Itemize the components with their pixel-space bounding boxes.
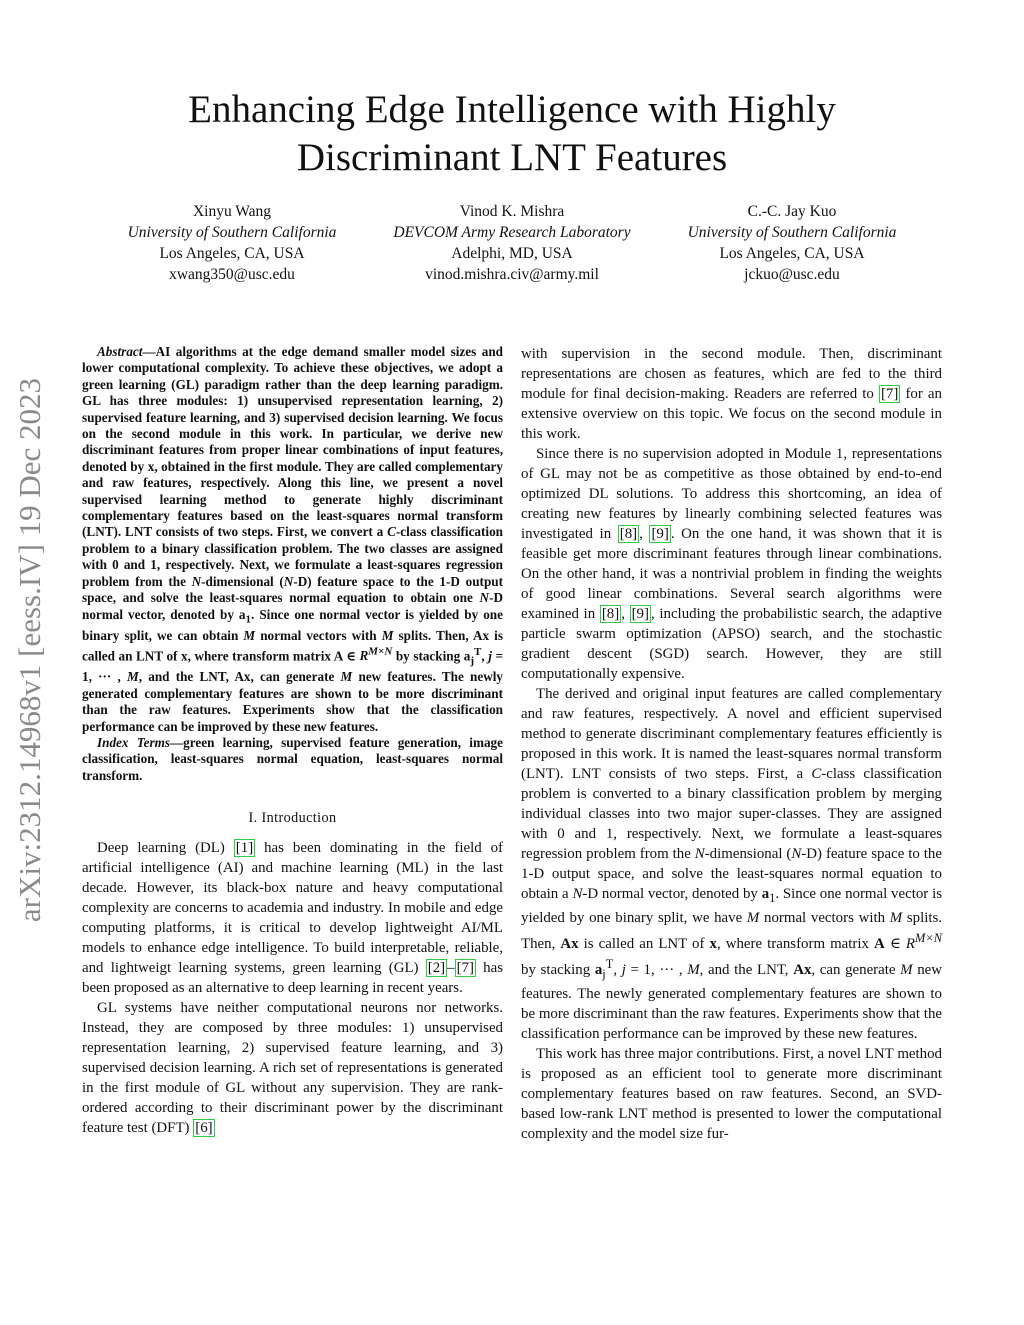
citation-link[interactable]: [2] xyxy=(427,960,446,977)
abstract: Abstract—AI algorithms at the edge demand smaller model sizes and lower computational complexity. To achieve these objectives, we adopt a green learning (GL) paradigm rather than the deep learning paradigm. GL has three modules: 1) unsupervised representation learning, 2) supervised feature learning, and 3) supervised decision learning. We focus on the second module in this work. In particular, we derive new discriminant features from proper linear combinations of input features, denoted by x, obtained in the first module. They are called complementary and raw features, respectively. Along this line, we present a novel supervised learning method to generate highly discriminant complementary features based on the least-squares normal transform (LNT). LNT consists of two steps. First, we convert a C-class classification problem to a binary classification problem. The two classes are assigned with 0 and 1, respectively. Next, we formulate a least-squares regression problem from the N-dimensional (N-D) feature space to the 1-D output space, and solve the least-squares normal equation to obtain one N-D normal vector, denoted by $a_1$. Since one normal vector is yielded by one binary split, we can obtain M normal vectors with M splits. Then, Ax is called an LNT of x, where transform matrix A ∈ $R^{M\times N}$ by stacking $a_j^T$, j = 1, ··· , M, and the LNT, Ax, can generate M new features. The newly generated complementary features are shown to be more discriminant than the raw features. Experiments show that the classification performance can be improved by these new features. xyxy=(82,344,504,734)
author-name: Xinyu Wang xyxy=(192,203,272,220)
arxiv-stamp: arXiv:2312.14968v1 [eess.IV] 19 Dec 2023 xyxy=(12,377,47,923)
author-name: C.-C. Jay Kuo xyxy=(747,203,837,220)
citation-link[interactable]: [6] xyxy=(195,1120,213,1137)
author-email: xwang350@usc.edu xyxy=(169,266,295,283)
abstract-label: Abstract xyxy=(97,344,143,359)
paragraph: with supervision in the second module. Then, discriminant representations are chosen as features, which are fed to the third module for final decision-making. Readers are referred to [7] for an extensive overview on this topic. We focus on the second module in this work. xyxy=(521,346,942,442)
citation-link[interactable]: [8] xyxy=(601,606,620,622)
author-affiliation: DEVCOM Army Research Laboratory xyxy=(393,224,631,241)
author-2 xyxy=(362,201,662,285)
paragraph: This work has three major contributions. First, a novel LNT method is proposed as an efficient tool to generate more discriminant complementary features based on raw features. Second, an SVD-based low-rank LNT method is presented to lower the computational complexity and the model size fur- xyxy=(521,1045,942,1142)
paper-title: Enhancing Edge Intelligence with Highly Discriminant LNT Features xyxy=(188,88,836,179)
index-terms-text: green learning, supervised feature generation, image classification, least-squares normal equation, least-squares normal transform. xyxy=(82,735,504,783)
paragraph: GL systems have neither computational neurons nor networks. Instead, they are composed by three modules: 1) unsupervised representation learning, 2) supervised feature learning, and 3) supervised decision learning. A rich set of representations is generated in the first module of GL without any supervision. They are rank-ordered according to their discriminant power by the discriminant feature test (DFT) [6] xyxy=(82,1000,503,1137)
author-location: Los Angeles, CA, USA xyxy=(159,245,305,262)
paragraph: Since there is no supervision adopted in Module 1, representations of GL may not be as competitive as those obtained by end-to-end optimized DL solutions. To address this shortcoming, an idea of creating new features by linearly combining selected features was investigated in [8] , [9] . On the one hand, it was shown that it is feasible get more discriminant features through linear combinations. On the other hand, it was a nontrivial problem in finding the weights of good linear combinations. Several search algorithms were examined in [8] , [9] , including the probabilistic search, the adaptive particle swarm optimization (APSO) search, and the stochastic gradient descent (SGD) search. However, they are still computationally expensive. xyxy=(521,446,942,682)
author-email: vinod.mishra.civ@army.mil xyxy=(425,266,599,283)
author-location: Adelphi, MD, USA xyxy=(451,245,573,262)
citation-link[interactable]: [9] xyxy=(631,606,649,622)
author-email: jckuo@usc.edu xyxy=(744,266,840,283)
paragraph: Deep learning (DL) [1] has been dominating in the field of artificial intelligence (AI) and machine learning (ML) in the last decade. However, its black-box nature and heavy computational complexity are concerns to academia and industry. In mobile and edge computing platforms, it is critical to develop lightweight AI/ML models to enhance edge intelligence. To build interpretable, reliable, and lightweigt learning systems, green learning (GL) [2] – [7] has been proposed as an alternative to deep learning in recent years. xyxy=(82,840,504,997)
index-terms: Index Terms—green learning, supervised feature generation, image classification, least-squares normal equation, least-squares normal transform. xyxy=(82,735,504,783)
citation-link[interactable]: [7] xyxy=(880,386,899,402)
index-terms-label: Index Terms xyxy=(97,735,170,751)
author-1 xyxy=(82,201,382,285)
author-affiliation: University of Southern California xyxy=(127,224,337,241)
citation-link[interactable]: [7] xyxy=(456,960,474,977)
author-affiliation: University of Southern California xyxy=(687,224,897,241)
citation-link[interactable]: [8] xyxy=(619,526,638,542)
author-3 xyxy=(642,201,942,285)
author-name: Vinod K. Mishra xyxy=(459,203,565,220)
left-column xyxy=(82,344,503,1138)
right-column xyxy=(521,344,942,1144)
citation-link[interactable]: [9] xyxy=(651,526,669,542)
paragraph: The derived and original input features are called complementary and raw features, respectively. A novel and efficient supervised method to generate discriminant complementary features efficiently is proposed in this work. It is named the least-squares normal transform (LNT). LNT consists of two steps. First, a C-class classification problem is converted to a binary classification problem by merging individual classes into two major super-classes. They are assigned with 0 and 1, respectively. Next, we formulate a least-squares regression problem from the N-dimensional (N-D) feature space to the 1-D output space, and solve the least-squares normal equation to obtain a N-D normal vector, denoted by $a_1$. Since one normal vector is yielded by one binary split, we have M normal vectors with M splits. Then, Ax is called an LNT of x, where transform matrix A ∈ $R^{M\times N}$ by stacking $a_j^T$, j = 1, ··· , M, and the LNT, Ax, can generate M new features. The newly generated complementary features are shown to be more discriminant than the raw features. Experiments show that the classification performance can be improved by these new features. xyxy=(521,686,942,1042)
section-heading: I. Introduction xyxy=(248,810,337,827)
author-location: Los Angeles, CA, USA xyxy=(719,245,865,262)
citation-link[interactable]: [1] xyxy=(235,840,254,857)
